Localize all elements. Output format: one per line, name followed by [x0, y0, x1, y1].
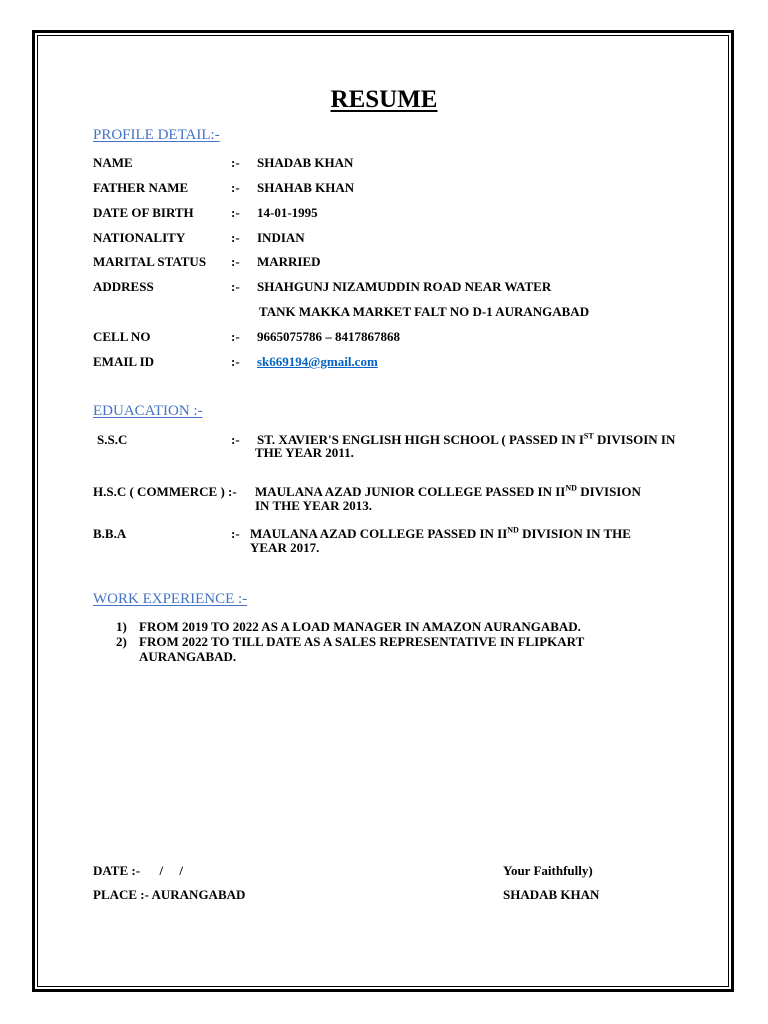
dob-value: 14-01-1995	[257, 205, 318, 220]
marital-status-value: MARRIED	[257, 254, 321, 269]
name-value: SHADAB KHAN	[257, 155, 354, 170]
bba-detail-line2: YEAR 2017.	[250, 540, 320, 555]
ssc-label: S.S.C	[97, 432, 128, 447]
work-experience-heading: WORK EXPERIENCE :-	[93, 591, 248, 607]
cell-no-label: CELL NO	[93, 329, 151, 344]
ssc-detail-line2: THE YEAR 2011.	[255, 445, 354, 460]
resume-title: RESUME	[330, 86, 438, 113]
email-separator: :-	[231, 354, 240, 369]
place-line: PLACE :- AURANGABAD	[93, 887, 246, 902]
work-item-2-text-line1: FROM 2022 TO TILL DATE AS A SALES REPRESENTATIVE IN FLIPKART	[139, 634, 585, 649]
email-link[interactable]: sk669194@gmail.com	[257, 354, 378, 369]
education-heading: EDUACATION :-	[93, 403, 203, 419]
bba-label: B.B.A	[93, 526, 127, 541]
date-line: DATE :- / /	[93, 863, 184, 878]
marital-status-label: MARITAL STATUS	[93, 254, 207, 269]
name-label: NAME	[93, 155, 133, 170]
father-name-label: FATHER NAME	[93, 180, 189, 195]
hsc-label: H.S.C ( COMMERCE ) :-	[93, 484, 237, 499]
nationality-separator: :-	[231, 230, 240, 245]
address-value-line2: TANK MAKKA MARKET FALT NO D-1 AURANGABAD	[259, 304, 590, 319]
nationality-value: INDIAN	[257, 230, 305, 245]
address-separator: :-	[231, 279, 240, 294]
work-item-2-number: 2)	[116, 634, 127, 649]
closing-text: Your Faithfully)	[503, 863, 593, 878]
work-item-1-text: FROM 2019 TO 2022 AS A LOAD MANAGER IN AMAZON AURANGABAD.	[139, 619, 581, 634]
father-name-value: SHAHAB KHAN	[257, 180, 355, 195]
page-border-inner	[37, 35, 729, 987]
cell-no-separator: :-	[231, 329, 240, 344]
marital-status-separator: :-	[231, 254, 240, 269]
name-separator: :-	[231, 155, 240, 170]
email-label: EMAIL ID	[93, 354, 155, 369]
bba-separator: :-	[231, 526, 240, 541]
hsc-detail-line1: MAULANA AZAD JUNIOR COLLEGE PASSED IN IIND DIVISION	[255, 483, 641, 499]
hsc-detail-line2: IN THE YEAR 2013.	[255, 498, 373, 513]
profile-heading: PROFILE DETAIL:-	[93, 127, 220, 143]
bba-detail-line1: MAULANA AZAD COLLEGE PASSED IN IIND DIVISION IN THE	[250, 525, 631, 541]
address-value-line1: SHAHGUNJ NIZAMUDDIN ROAD NEAR WATER	[257, 279, 552, 294]
ssc-separator: :-	[231, 432, 240, 447]
signature-name: SHADAB KHAN	[503, 887, 600, 902]
cell-no-value: 9665075786 – 8417867868	[257, 329, 400, 344]
father-name-separator: :-	[231, 180, 240, 195]
work-item-2-text-line2: AURANGABAD.	[139, 649, 237, 664]
ssc-detail-line1: ST. XAVIER'S ENGLISH HIGH SCHOOL ( PASSED IN IST DIVISOIN IN	[257, 431, 676, 447]
address-label: ADDRESS	[93, 279, 154, 294]
dob-label: DATE OF BIRTH	[93, 205, 194, 220]
work-item-1-number: 1)	[116, 619, 127, 634]
dob-separator: :-	[231, 205, 240, 220]
nationality-label: NATIONALITY	[93, 230, 186, 245]
